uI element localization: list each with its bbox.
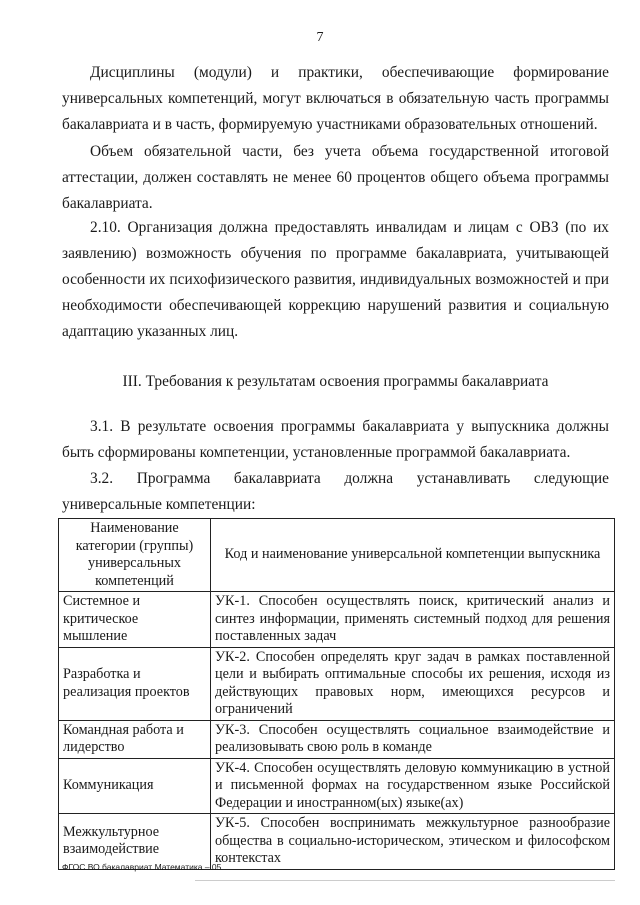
page-footer: ФГОС ВО бакалавриат Математика – 05 [62,862,222,872]
competence-cell: УК-5. Способен воспринимать межкультурное разнообразие общества в социально-историческом, этическом и философском контекстах [211,814,615,870]
category-cell: Командная работа и лидерство [59,720,211,758]
table-row [59,758,615,814]
table-header-row [59,519,615,592]
table-row [59,814,615,870]
category-cell: Разработка и реализация проектов [59,647,211,720]
paragraph-2-10: 2.10. Организация должна предоставлять инвалидам и лицам с ОВЗ (по их заявлению) возможность обучения по программе бакалавриата, учитывающей особенности их психофизического развития, индивидуальных возможностей и при необходимости обеспечивающей коррекцию нарушений развития и социальную адаптацию указанных лиц. [62,219,609,340]
bottom-divider [195,880,615,881]
competence-cell: УК-2. Способен определять круг задач в рамках поставленной цели и выбирать оптимальные способы их решения, исходя из действующих правовых норм, имеющихся ресурсов и ограничений [211,647,615,720]
table-row [59,592,615,648]
paragraph-mandatory-part: Объем обязательной части, без учета объема государственной итоговой аттестации, должен составлять не менее 60 процентов общего объема программы бакалавриата. [62,143,609,212]
paragraph-disciplines: Дисциплины (модули) и практики, обеспечивающие формирование универсальных компетенций, могут включаться в обязательную часть программы бакалавриата и в часть, формируемую участниками образовательных отношений. [62,64,609,133]
paragraph-3-2: 3.2. Программа бакалавриата должна устанавливать следующие универсальные компетенции: [62,470,609,513]
paragraph-3-1: 3.1. В результате освоения программы бакалавриата у выпускника должны быть сформированы компетенции, установленные программой бакалавриата. [62,418,609,461]
competence-cell: УК-1. Способен осуществлять поиск, критический анализ и синтез информации, применять системный подход для решения поставленных задач [211,592,615,648]
section-heading: III. Требования к результатам освоения программы бакалавриата [122,373,549,390]
table-row [59,720,615,758]
header-code: Код и наименование универсальной компетенции выпускника [211,519,615,592]
category-cell: Коммуникация [59,758,211,814]
category-cell: Системное и критическое мышление [59,592,211,648]
competence-cell: УК-3. Способен осуществлять социальное взаимодействие и реализовывать свою роль в команде [211,720,615,758]
category-cell: Межкультурное взаимодействие [59,814,211,870]
competence-cell: УК-4. Способен осуществлять деловую коммуникацию в устной и письменной формах на государственном языке Российской Федерации и иностранном(ых) языке(ах) [211,758,615,814]
header-category: Наименование категории (группы) универсальных компетенций [59,519,211,592]
table-row [59,647,615,720]
page-number: 7 [316,30,324,45]
competencies-table [58,518,615,870]
